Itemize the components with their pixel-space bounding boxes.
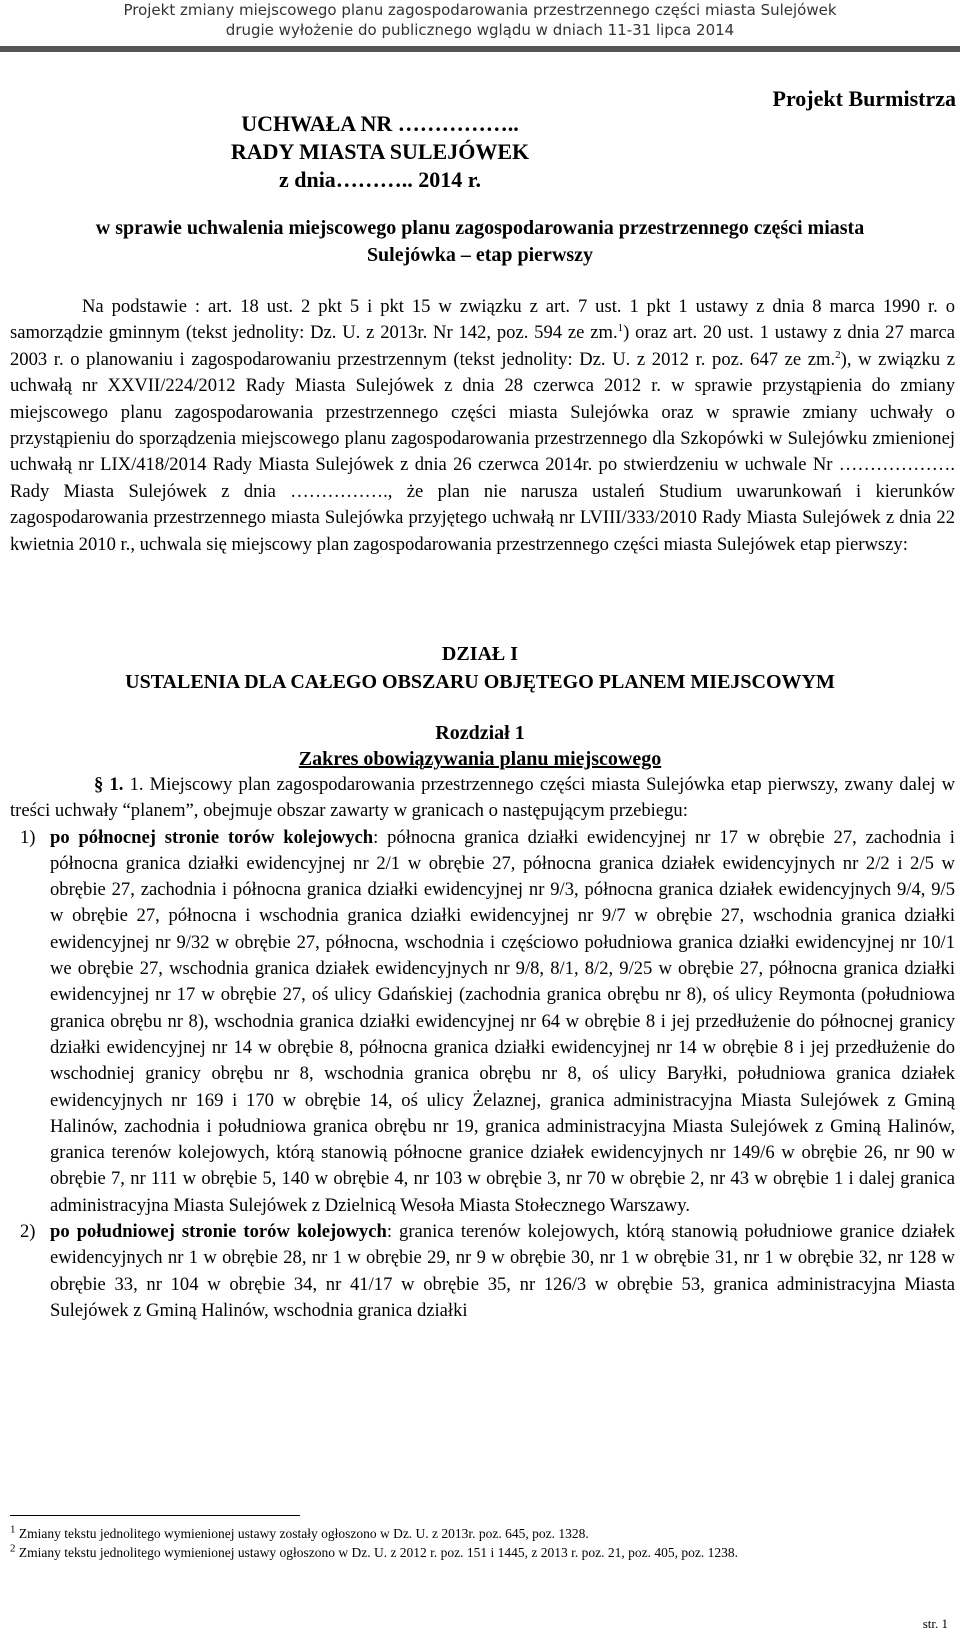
footnote-1-text: Zmiany tekstu jednolitego wymienionej ustawy zostały ogłoszono w Dz. U. z 2013r. poz. 645, poz. 1328. bbox=[15, 1526, 589, 1541]
title-line-1: UCHWAŁA NR …………….. bbox=[241, 111, 519, 136]
list-item-text: : granica terenów kolejowych, którą stanowią południowe granice działek ewidencyjnych nr 1 w obrębie 28, nr 1 w obrębie 29, nr 9 w obrębie 30, nr 1 w obrębie 31, nr 1 w obrębie 32, nr 128 w obrębie 33, nr 104 w obrębie 34, nr 41/17 w obrębie 35, nr 126/3 w obrębie 53, granica administracyjna Miasta Sulejówek z Gminą Halinów, wschodnia granica działki bbox=[50, 1221, 956, 1321]
boundary-list bbox=[10, 825, 955, 1325]
list-item-number: 2) bbox=[20, 1221, 36, 1243]
footnote-2-text: Zmiany tekstu jednolitego wymienionej ustawy ogłoszono w Dz. U. z 2012 r. poz. 151 i 1445, z 2013 r. poz. 21, poz. 405, poz. 1238. bbox=[15, 1545, 739, 1560]
paragraph-mark: § 1. bbox=[94, 774, 124, 795]
footnote-divider bbox=[10, 1515, 300, 1516]
list-item-bold: po południowej stronie torów kolejowych bbox=[50, 1221, 387, 1243]
preamble bbox=[10, 294, 955, 558]
dzial-line-2: USTALENIA DLA CAŁEGO OBSZARU OBJĘTEGO PLANEM MIEJSCOWYM bbox=[125, 671, 835, 693]
footnote-ref-1[interactable]: 1 bbox=[617, 322, 624, 335]
footnote-ref-2[interactable]: 2 bbox=[835, 348, 841, 361]
list-item-bold: po północnej stronie torów kolejowych bbox=[50, 826, 374, 848]
preamble-part-2: ) oraz art. 20 ust. 1 ustawy z dnia 27 marca 2003 r. o planowaniu i zagospodarowaniu przestrzennym (tekst jednolity: Dz. U. z 2012 r. poz. 647 ze zm. bbox=[10, 322, 955, 370]
resolution-subject bbox=[0, 215, 960, 269]
paragraph-1-text: 1. Miejscowy plan zagospodarowania przestrzennego części miasta Sulejówka etap pierwszy, zwany dalej w treści uchwały “planem”, obejmuje obszar zawarty w granicach o następującym przebiegu: bbox=[10, 774, 956, 822]
resolution-title bbox=[0, 110, 760, 194]
header-line-2: drugie wyłożenie do publicznego wglądu w dniach 11-31 lipca 2014 bbox=[225, 21, 735, 39]
list-item bbox=[10, 825, 955, 1219]
chapter-heading bbox=[0, 720, 960, 772]
footnote-1-num: 1 bbox=[10, 1523, 16, 1536]
preamble-part-1: Na podstawie : art. 18 ust. 2 pkt 5 i pkt 15 w związku z art. 7 ust. 1 pkt 1 ustawy z dnia 8 marca 1990 r. o samorządzie gminnym (tekst jednolity: Dz. U. z 2013r. Nr 142, poz. 594 ze zm. bbox=[10, 296, 955, 344]
list-item-number: 1) bbox=[20, 826, 36, 848]
preamble-part-3: ), w związku z uchwałą nr XXVII/224/2012 Rady Miasta Sulejówek z dnia 28 czerwca 2012 r. w sprawie przystąpienia do zmiany miejscowego planu zagospodarowania przestrzennego części miasta Sulejówka oraz w sprawie zmiany uchwały o przystąpieniu do sporządzenia miejscowego planu zagospodarowania przestrzennego dla Szkopówki w Sulejówku zmienionej uchwałą nr LIX/418/2014 Rady Miasta Sulejówek z dnia 26 czerwca 2014r. po stwierdzeniu w uchwale Nr ………………. Rady Miasta Sulejówek z dnia ……………., że plan nie narusza ustaleń Studium uwarunkowań i kierunków zagospodarowania przestrzennego miasta Sulejówka przyjętego uchwałą nr LVIII/333/2010 Rady Miasta Sulejówek z dnia 22 kwietnia 2010 r., uchwala się miejscowy plan zagospodarowania przestrzennego części miasta Sulejówek etap pierwszy: bbox=[10, 348, 955, 555]
rozdzial-line-2: Zakres obowiązywania planu miejscowego bbox=[298, 748, 662, 770]
footnote-2-num: 2 bbox=[10, 1542, 16, 1555]
projekt-label: Projekt Burmistrza bbox=[772, 86, 956, 111]
rozdzial-line-1: Rozdział 1 bbox=[435, 722, 525, 744]
footnotes bbox=[10, 1524, 955, 1562]
subject-line-1: w sprawie uchwalenia miejscowego planu zagospodarowania przestrzennego części miasta bbox=[95, 217, 865, 239]
footnote-2 bbox=[10, 1543, 955, 1562]
header-divider bbox=[0, 46, 960, 52]
list-item bbox=[10, 1219, 955, 1324]
page-number: str. 1 bbox=[922, 1616, 948, 1631]
header-line-1: Projekt zmiany miejscowego planu zagospodarowania przestrzennego części miasta Sulejówek bbox=[123, 1, 837, 19]
paragraph-1 bbox=[10, 772, 955, 1324]
title-line-3: z dnia……….. 2014 r. bbox=[278, 167, 482, 192]
subject-line-2: Sulejówka – etap pierwszy bbox=[366, 244, 594, 266]
dzial-line-1: DZIAŁ I bbox=[441, 643, 519, 665]
title-line-2: RADY MIASTA SULEJÓWEK bbox=[230, 139, 530, 164]
list-item-text: : północna granica działki ewidencyjnej nr 17 w obrębie 27, zachodnia i północna granica działki ewidencyjnej nr 2/1 w obrębie 27, północna granica działek ewidencyjnych nr 2/2 i 2/5 w obrębie 27, zachodnia i północna granica działki ewidencyjnej nr 9/3, północna granica działek ewidencyjnych 9/4, 9/5 w obrębie 27, północna i wschodnia granica działki ewidencyjnej nr 9/7 w obrębie 27, wschodnia granica działki ewidencyjnej nr 9/32 w obrębie 27, północna, wschodnia i częściowo południowa granica działki ewidencyjnej nr 10/1 we obrębie 27, wschodnia granica działek ewidencyjnych nr 9/8, 8/1, 8/2, 9/25 w obrębie 27, północna granica działki ewidencyjnej nr 17 w obrębie 27, oś ulicy Gdańskiej (zachodnia granica obrębu nr 8), oś ulicy Reymonta (południowa granica obrębu nr 8), wschodnia granica działki ewidencyjnej nr 64 w obrębie 8 i jej przedłużenie do północnej granicy działki ewidencyjnej nr 14 w obrębie 8, północna granica działki ewidencyjnej nr 14 w obrębie 8 i jej przedłużenie do wschodniej granicy obrębu nr 8, wschodnia granica obrębu nr 8, oś ulicy Baryłki, południowa granica działek ewidencyjnych nr 169 i 170 w obrębie 14, oś ulicy Żelaznej, granica administracyjna Miasta Sulejówek z Gminą Halinów, zachodnia i południowa granica obrębu nr 19, granica administracyjna Miasta Sulejówek z Gminą Halinów, granica terenów kolejowych, którą stanowią północne granice działek ewidencyjnych nr 149/6 w obrębie 26, nr 90 w obrębie 7, nr 111 w obrębie 5, 140 w obrębie 4, nr 103 w obrębie 3, nr 70 w obrębie 2, nr 43 w obrębie 1 i dalej granica administracyjna Miasta Sulejówek z Dzielnicą Wesoła Miasta Stołecznego Warszawy. bbox=[50, 826, 955, 1216]
section-heading bbox=[0, 640, 960, 696]
footnote-1 bbox=[10, 1524, 955, 1543]
page-header bbox=[0, 0, 960, 46]
